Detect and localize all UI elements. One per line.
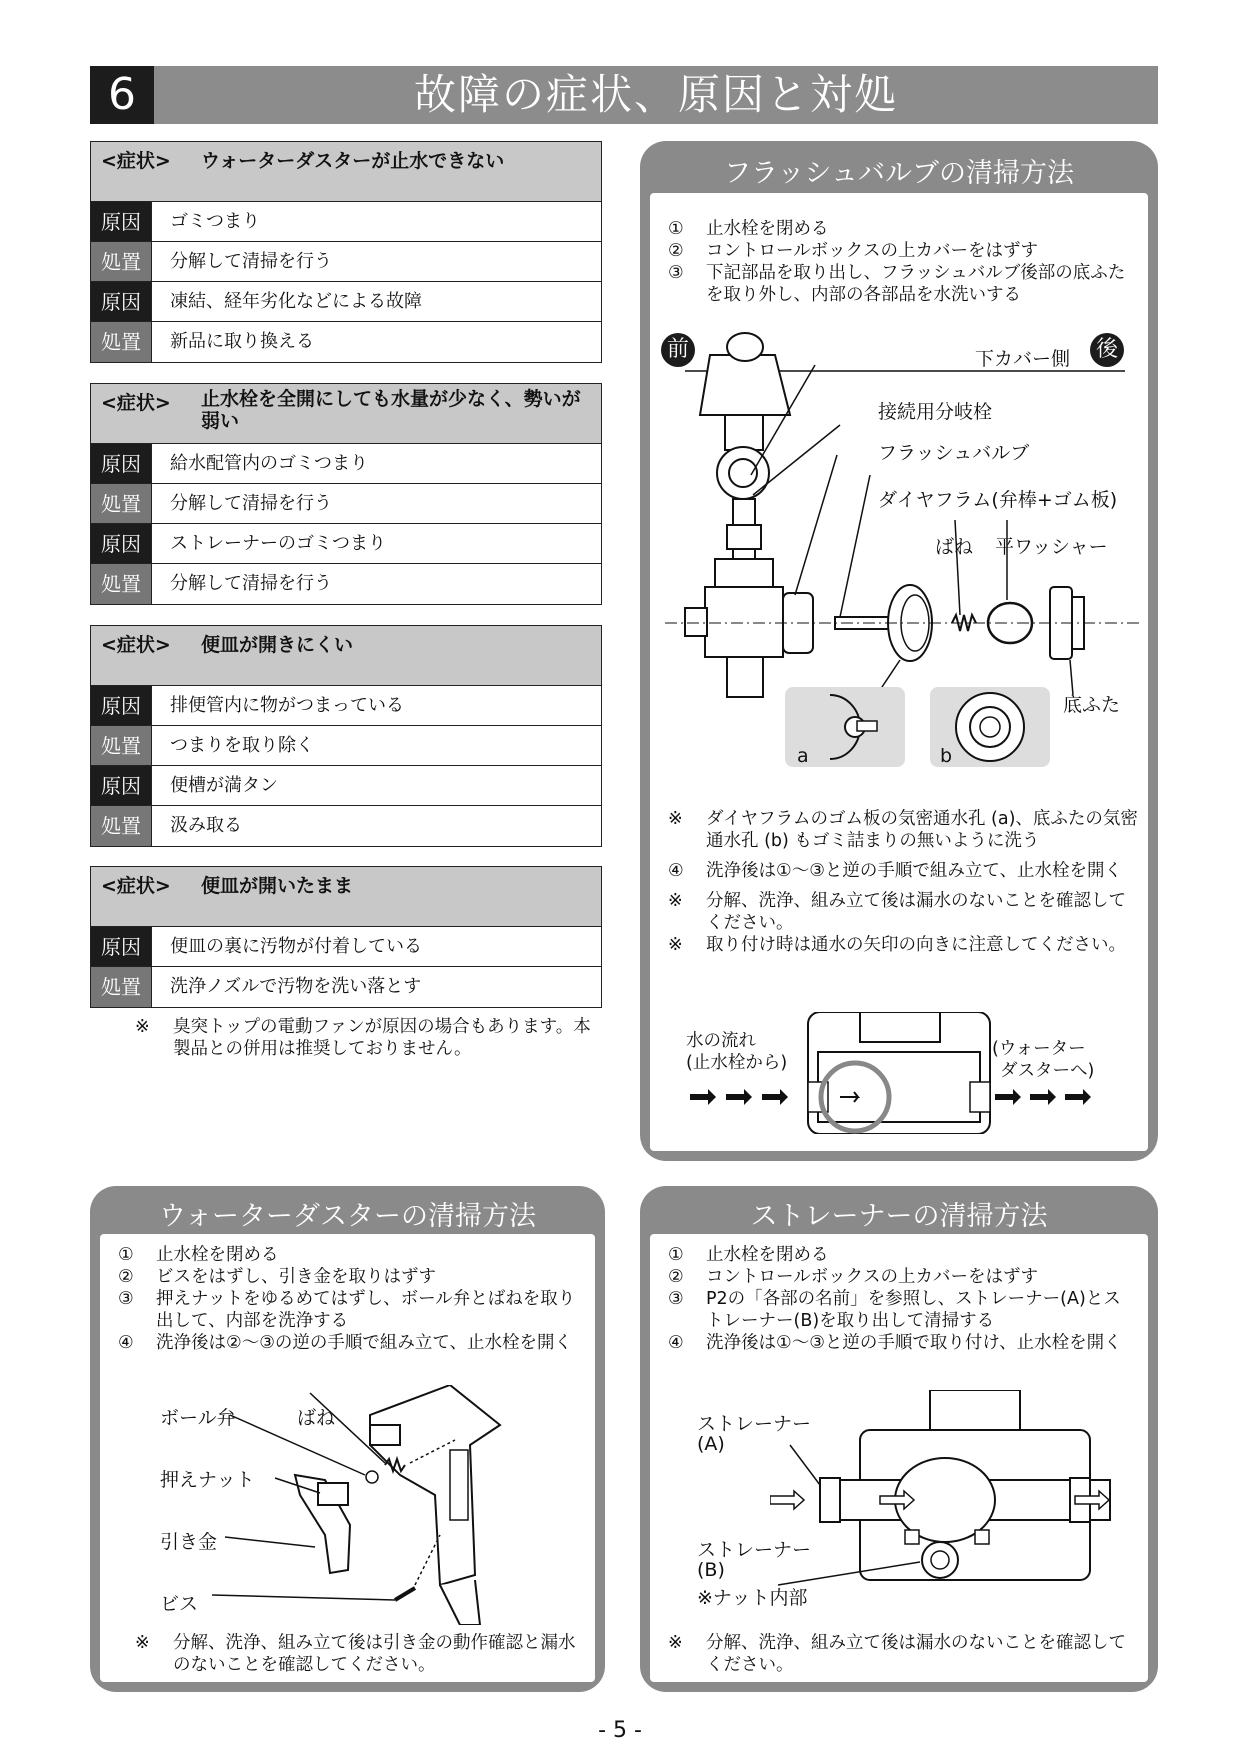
row-text: 分解して清掃を行う — [151, 484, 601, 523]
step-text: 洗浄後は②〜③の逆の手順で組み立て、止水栓を開く — [156, 1333, 573, 1353]
step-text: コントロールボックスの上カバーをはずす — [706, 241, 1038, 261]
row-text: 凍結、経年劣化などによる故障 — [151, 282, 601, 321]
fix-label: 処置 — [91, 484, 151, 523]
step-text: 押えナットをゆるめてはずし、ボール弁とばねを取り出して、内部を洗浄する — [156, 1289, 576, 1331]
strainer-a-sub-label: (A) — [697, 1433, 725, 1455]
table-row — [91, 484, 601, 524]
fix-label: 処置 — [91, 322, 151, 362]
row-text: 排便管内に物がつまっている — [151, 686, 601, 725]
ball-valve-label: ボール弁 — [160, 1407, 236, 1429]
inset-b-label: b — [940, 745, 953, 767]
front-badge: 前 — [661, 333, 695, 367]
step-text: 止水栓を閉める — [706, 1245, 829, 1265]
table-row — [91, 927, 601, 967]
table-row — [91, 967, 601, 1007]
symptom-tag: <症状> — [101, 634, 171, 656]
symptom-table-3 — [90, 625, 602, 847]
note-mark: ※ — [668, 935, 683, 955]
row-text: 便槽が満タン — [151, 766, 601, 805]
row-text: 給水配管内のゴミつまり — [151, 444, 601, 483]
step-number: ② — [668, 241, 684, 261]
valve-label: フラッシュバルブ — [878, 442, 1030, 464]
note-text: 分解、洗浄、組み立て後は漏水のないことを確認してください。 — [706, 891, 1126, 933]
washer-label: 平ワッシャー — [995, 536, 1108, 558]
flow-direction-diagram — [690, 1012, 1100, 1134]
step-text: 止水栓を閉める — [706, 219, 829, 239]
step-number: ③ — [118, 1289, 134, 1309]
symptom-header — [91, 142, 601, 202]
step-text: ビスをはずし、引き金を取りはずす — [156, 1267, 436, 1287]
note-text: ダイヤフラムのゴム板の気密通水孔 (a)、底ふたの気密通水孔 (b) もゴミ詰まりの無いように洗う — [706, 809, 1138, 851]
fix-label: 処置 — [91, 967, 151, 1007]
cause-label: 原因 — [91, 927, 151, 966]
cause-label: 原因 — [91, 444, 151, 483]
row-text: つまりを取り除く — [151, 726, 601, 765]
strainer-diagram — [770, 1390, 1120, 1620]
row-text: 分解して清掃を行う — [151, 242, 601, 281]
fix-label: 処置 — [91, 242, 151, 281]
symptom-title: 便皿が開いたまま — [201, 875, 354, 897]
section-number: 6 — [90, 66, 154, 124]
note-text: 分解、洗浄、組み立て後は漏水のないことを確認してください。 — [706, 1633, 1126, 1675]
flow-from-label: 水の流れ — [686, 1031, 756, 1051]
page-number: - 5 - — [598, 1718, 642, 1743]
step-text: 洗浄後は①〜③と逆の手順で組み立て、止水栓を開く — [706, 861, 1123, 881]
flush-steps — [668, 218, 1138, 306]
note-mark: ※ — [668, 809, 683, 829]
symptom-table-1 — [90, 141, 602, 363]
branch-label: 接続用分岐栓 — [878, 401, 993, 423]
water-duster-diagram — [200, 1385, 580, 1625]
inset-a-label: a — [797, 745, 809, 767]
duster-steps — [118, 1244, 588, 1354]
spring-label: ばね — [297, 1407, 336, 1429]
table-row — [91, 202, 601, 242]
cause-label: 原因 — [91, 282, 151, 321]
row-text: 汲み取る — [151, 806, 601, 846]
fix-label: 処置 — [91, 726, 151, 765]
table-row — [91, 524, 601, 564]
step-text: 洗浄後は①〜③と逆の手順で取り付け、止水栓を開く — [706, 1333, 1122, 1353]
note-mark: ※ — [668, 891, 683, 911]
fix-label: 処置 — [91, 806, 151, 846]
spring-label: ばね — [935, 536, 974, 558]
symptom-header — [91, 867, 601, 927]
diaphragm-label: ダイヤフラム(弁棒+ゴム板) — [878, 489, 1118, 511]
flow-from-sub-label: (止水栓から) — [686, 1053, 788, 1073]
note-text: 臭突トップの電動ファンが原因の場合もあります。本製品との併用は推奨しておりません。 — [173, 1017, 591, 1059]
back-badge: 後 — [1090, 333, 1124, 367]
strainer-note — [668, 1632, 1138, 1676]
row-text: 分解して清掃を行う — [151, 564, 601, 604]
symptom-title: ウォーターダスターが止水できない — [201, 150, 505, 172]
step-text: 下記部品を取り出し、フラッシュバルブ後部の底ふたを取り外し、内部の各部品を水洗いする — [706, 263, 1126, 305]
panel-title: ストレーナーの清掃方法 — [750, 1201, 1048, 1232]
cause-label: 原因 — [91, 686, 151, 725]
table-row — [91, 726, 601, 766]
row-text: ゴミつまり — [151, 202, 601, 241]
symptom-header — [91, 626, 601, 686]
cause-label: 原因 — [91, 202, 151, 241]
note-text: 取り付け時は通水の矢印の向きに注意してください。 — [706, 935, 1126, 955]
flow-to-label: (ウォーター — [992, 1039, 1086, 1059]
symptom-table-2 — [90, 383, 602, 605]
flow-to-sub-label: ダスターへ) — [1000, 1061, 1095, 1081]
step-text: 止水栓を閉める — [156, 1245, 279, 1265]
table-row — [91, 564, 601, 604]
step-number: ③ — [668, 263, 684, 283]
step-number: ② — [118, 1267, 134, 1287]
step-number: ④ — [118, 1333, 134, 1353]
step-number: ③ — [668, 1289, 684, 1309]
strainer-b-label: ストレーナー — [697, 1539, 812, 1561]
trigger-label: 引き金 — [160, 1531, 218, 1553]
row-text: 洗浄ノズルで汚物を洗い落とす — [151, 967, 601, 1007]
step-text: P2の「各部の名前」を参照し、ストレーナー(A)とストレーナー(B)を取り出して清掃する — [706, 1289, 1121, 1331]
step-number: ④ — [668, 1333, 684, 1353]
table-row — [91, 766, 601, 806]
row-text: 便皿の裏に汚物が付着している — [151, 927, 601, 966]
symptom-tag: <症状> — [101, 392, 171, 414]
symptom-tag: <症状> — [101, 875, 171, 897]
step-number: ④ — [668, 861, 684, 881]
table-row — [91, 444, 601, 484]
note-text: 分解、洗浄、組み立て後は引き金の動作確認と漏水のないことを確認してください。 — [173, 1633, 576, 1675]
flush-notes — [668, 808, 1138, 956]
note-mark: ※ — [668, 1633, 683, 1653]
table-row — [91, 322, 601, 362]
symptom-title: 止水栓を全開にしても水量が少なく、勢いが弱い — [201, 388, 581, 432]
table-row — [91, 806, 601, 846]
panel-title: フラッシュバルブの清掃方法 — [724, 158, 1074, 189]
step-number: ① — [668, 219, 684, 239]
table-row — [91, 686, 601, 726]
row-text: ストレーナーのゴミつまり — [151, 524, 601, 563]
note-mark: ※ — [135, 1633, 150, 1653]
symptom-tag: <症状> — [101, 150, 171, 172]
panel-title: ウォーターダスターの清掃方法 — [159, 1201, 536, 1232]
nut-label: 押えナット — [160, 1469, 255, 1491]
screw-label: ビス — [160, 1593, 199, 1615]
step-number: ① — [118, 1245, 134, 1265]
cause-label: 原因 — [91, 766, 151, 805]
page-title: 故障の症状、原因と対処 — [154, 66, 1158, 124]
note-mark: ※ — [135, 1017, 150, 1037]
symptom-note — [135, 1016, 605, 1060]
table-row — [91, 282, 601, 322]
duster-note — [135, 1632, 585, 1676]
cause-label: 原因 — [91, 524, 151, 563]
fix-label: 処置 — [91, 564, 151, 604]
strainer-a-label: ストレーナー — [697, 1413, 812, 1435]
step-text: コントロールボックスの上カバーをはずす — [706, 1267, 1038, 1287]
symptom-table-4 — [90, 866, 602, 1008]
bottom-lid-label: 底ふた — [1063, 694, 1121, 716]
table-row — [91, 242, 601, 282]
nut-inside-label: ※ナット内部 — [697, 1587, 808, 1609]
symptom-header — [91, 384, 601, 444]
row-text: 新品に取り換える — [151, 322, 601, 362]
lower-cover-label: 下カバー側 — [975, 348, 1071, 370]
strainer-steps — [668, 1244, 1138, 1354]
symptom-title: 便皿が開きにくい — [201, 634, 354, 656]
strainer-b-sub-label: (B) — [697, 1559, 725, 1581]
step-number: ① — [668, 1245, 684, 1265]
step-number: ② — [668, 1267, 684, 1287]
